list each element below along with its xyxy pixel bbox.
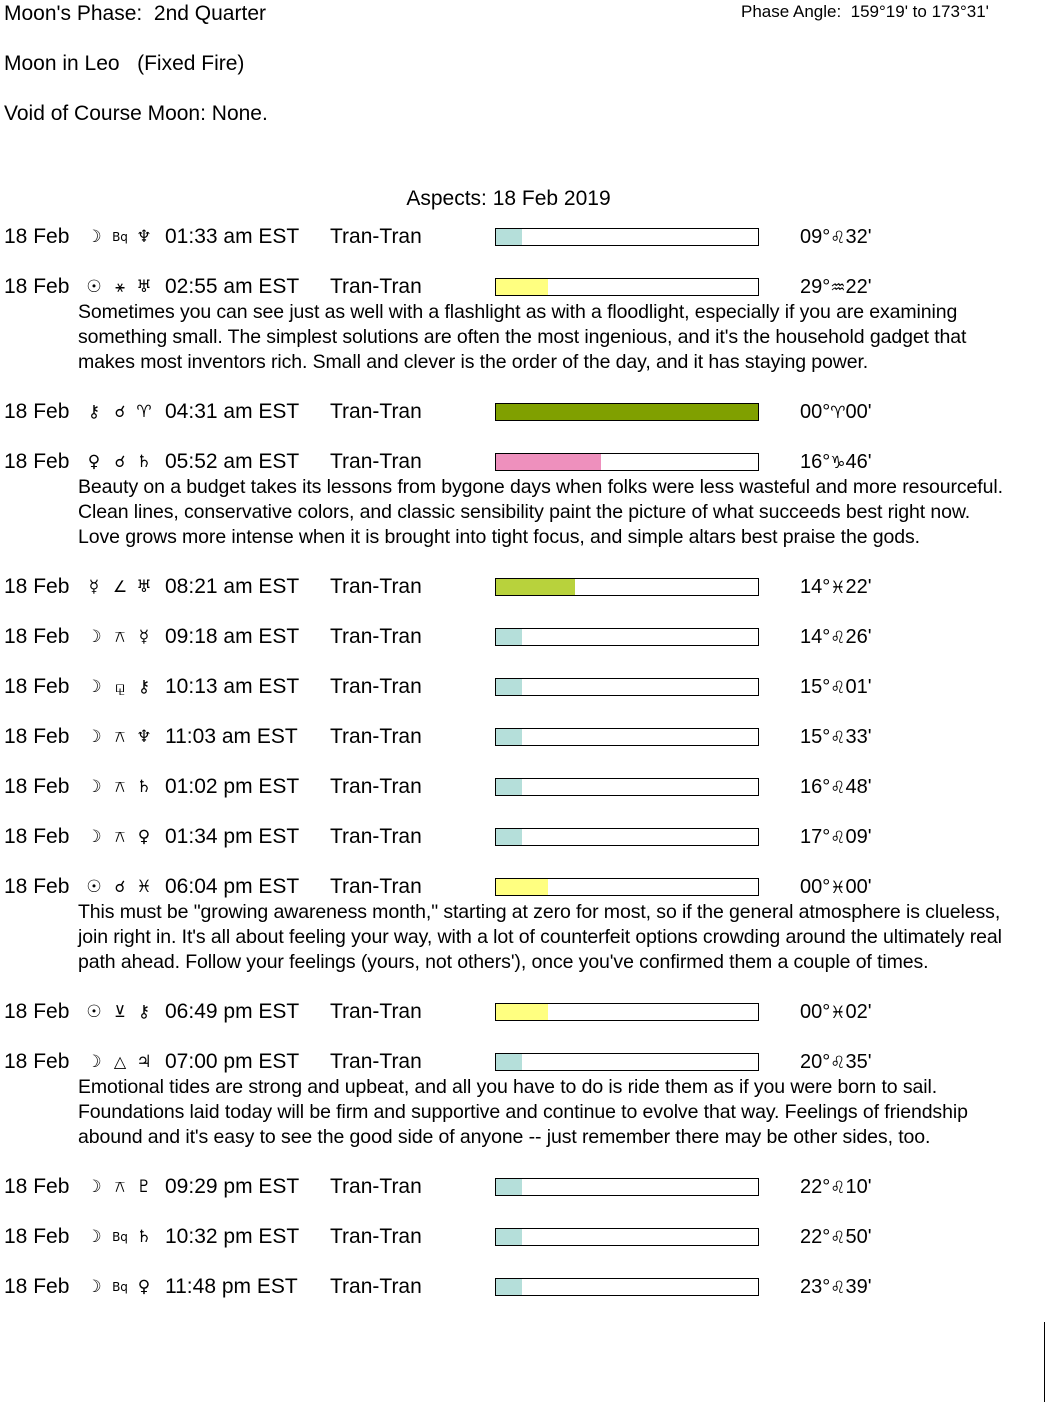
- pisces-icon: ♓: [830, 578, 846, 598]
- strength-bar-fill: [496, 279, 548, 295]
- aspect-entry: [0, 274, 1047, 399]
- position-minutes: 39': [845, 1276, 872, 1298]
- strength-bar: [495, 1053, 759, 1071]
- strength-bar: [495, 878, 759, 896]
- strength-bar-fill: [496, 1279, 522, 1295]
- aspect-type: Tran-Tran: [330, 725, 422, 748]
- entry-spacer: [0, 550, 1047, 574]
- strength-bar: [495, 1178, 759, 1196]
- leo-icon: ♌: [830, 228, 846, 248]
- entry-spacer: [0, 1200, 1047, 1224]
- aspect-time: 10:13 am EST: [165, 675, 300, 698]
- aspect-type: Tran-Tran: [330, 1175, 422, 1198]
- aspect-entry: [0, 824, 1047, 874]
- aspect-position: [800, 1174, 872, 1201]
- position-degrees: 15°: [800, 676, 831, 698]
- aspect-entry: [0, 1274, 1047, 1324]
- position-degrees: 00°: [800, 401, 831, 423]
- aspect-time: 05:52 am EST: [165, 450, 300, 473]
- aspect-type: Tran-Tran: [330, 625, 422, 648]
- uranus-icon: ♅: [136, 277, 152, 297]
- position-degrees: 00°: [800, 1001, 831, 1023]
- semisquare-icon: ∠: [112, 577, 128, 596]
- aspect-entry: [0, 724, 1047, 774]
- aspect-date: 18 Feb: [4, 1275, 70, 1298]
- aspect-entry: [0, 224, 1047, 274]
- aspect-type: Tran-Tran: [330, 275, 422, 298]
- position-minutes: 33': [845, 726, 872, 748]
- strength-bar-fill: [496, 879, 548, 895]
- position-minutes: 32': [845, 226, 872, 248]
- aspect-position: [800, 1274, 872, 1301]
- aspect-date: 18 Feb: [4, 400, 70, 423]
- position-minutes: 35': [845, 1051, 872, 1073]
- aspect-time: 01:02 pm EST: [165, 775, 300, 798]
- entry-spacer: [0, 1025, 1047, 1049]
- aspect-position: [800, 624, 872, 651]
- position-degrees: 22°: [800, 1226, 831, 1248]
- phase-angle-label: Phase Angle: 159°19' to 173°31': [741, 2, 989, 21]
- aspect-type: Tran-Tran: [330, 1275, 422, 1298]
- aspect-row: [0, 624, 1047, 650]
- aspect-type: Tran-Tran: [330, 675, 422, 698]
- aspect-row: [0, 724, 1047, 750]
- pisces-icon: ♓: [830, 1003, 846, 1023]
- aspect-date: 18 Feb: [4, 725, 70, 748]
- aspect-type: Tran-Tran: [330, 575, 422, 598]
- sun-icon: ☉: [86, 877, 102, 897]
- aspect-position: [800, 674, 872, 701]
- strength-bar: [495, 678, 759, 696]
- aspect-row: [0, 1274, 1047, 1300]
- position-degrees: 29°: [800, 276, 831, 298]
- venus-icon: ♀: [137, 1277, 151, 1297]
- aspect-row: [0, 999, 1047, 1025]
- strength-bar-fill: [496, 1054, 522, 1070]
- aspect-position: [800, 874, 872, 901]
- strength-bar-fill: [496, 229, 522, 245]
- pisces-icon: ♓: [830, 878, 846, 898]
- strength-bar: [495, 1228, 759, 1246]
- aspect-date: 18 Feb: [4, 1000, 70, 1023]
- position-degrees: 09°: [800, 226, 831, 248]
- jupiter-icon: ♃: [136, 1052, 152, 1072]
- entry-spacer: [0, 1150, 1047, 1174]
- aspect-row: [0, 1224, 1047, 1250]
- aspect-position: [800, 449, 872, 476]
- aspect-description: Emotional tides are strong and upbeat, and all you have to do is ride them as if you were born to sail. Foundations laid today will be firm and supportive and continue to evolve that way. Feelings of friendship abound and it's easy to see the good side of anyone -- just remember there may be other sides, too.: [78, 1076, 968, 1148]
- aspect-list: [0, 224, 1047, 1324]
- moon-icon: ☽: [86, 777, 102, 797]
- strength-bar: [495, 403, 759, 421]
- strength-bar-fill: [496, 1229, 522, 1245]
- void-of-course-label: Void of Course Moon: None.: [4, 102, 268, 125]
- aspect-row: [0, 824, 1047, 850]
- position-minutes: 26': [845, 626, 872, 648]
- aspect-type: Tran-Tran: [330, 1000, 422, 1023]
- chiron-icon: ⚷: [87, 402, 101, 422]
- aspect-time: 09:18 am EST: [165, 625, 300, 648]
- saturn-icon: ♄: [136, 1227, 152, 1247]
- entry-spacer: [0, 750, 1047, 774]
- aspect-type: Tran-Tran: [330, 1225, 422, 1248]
- page-edge-divider: [1044, 1322, 1045, 1402]
- aspect-time: 11:03 am EST: [165, 725, 298, 748]
- quincunx-icon: ⚻: [114, 827, 126, 846]
- position-degrees: 22°: [800, 1176, 831, 1198]
- strength-bar: [495, 453, 759, 471]
- aspect-type: Tran-Tran: [330, 775, 422, 798]
- strength-bar-fill: [496, 729, 522, 745]
- leo-icon: ♌: [830, 1053, 846, 1073]
- aspect-position: [800, 224, 872, 251]
- aspect-time: 04:31 am EST: [165, 400, 300, 423]
- moon-icon: ☽: [86, 727, 102, 747]
- position-degrees: 16°: [800, 776, 831, 798]
- neptune-icon: ♆: [136, 227, 152, 247]
- capricorn-icon: ♑: [830, 453, 846, 473]
- entry-spacer: [0, 850, 1047, 874]
- aspect-date: 18 Feb: [4, 1225, 70, 1248]
- strength-bar-fill: [496, 404, 758, 420]
- pisces-icon: ♓: [136, 877, 152, 897]
- moon-icon: ☽: [86, 677, 102, 697]
- entry-spacer: [0, 425, 1047, 449]
- aspect-date: 18 Feb: [4, 275, 70, 298]
- aspect-type: Tran-Tran: [330, 450, 422, 473]
- aspect-row: [0, 399, 1047, 425]
- quincunx-icon: ⚻: [114, 777, 126, 796]
- aspect-type: Tran-Tran: [330, 875, 422, 898]
- position-minutes: 02': [845, 1001, 872, 1023]
- leo-icon: ♌: [830, 828, 846, 848]
- moon-icon: ☽: [86, 227, 102, 247]
- moon-sign-label: Moon in Leo (Fixed Fire): [4, 52, 245, 75]
- chiron-icon: ⚷: [137, 677, 151, 697]
- aspect-time: 06:49 pm EST: [165, 1000, 300, 1023]
- venus-icon: ♀: [87, 452, 101, 472]
- aspect-time: 07:00 pm EST: [165, 1050, 300, 1073]
- sesquiquadrate-icon: ⚼: [114, 677, 126, 696]
- entry-spacer: [0, 1300, 1047, 1324]
- entry-spacer: [0, 800, 1047, 824]
- strength-bar: [495, 228, 759, 246]
- strength-bar-fill: [496, 629, 522, 645]
- venus-icon: ♀: [137, 827, 151, 847]
- position-degrees: 16°: [800, 451, 831, 473]
- aspect-date: 18 Feb: [4, 1050, 70, 1073]
- aspect-description: Sometimes you can see just as well with a flashlight as with a floodlight, especially if you are examining something small. The simplest solutions are often the most ingenious, and it's the household gadget that makes most inventors rich. Small and clever is the order of the day, and it has staying power.: [78, 301, 967, 373]
- position-minutes: 22': [845, 576, 872, 598]
- aspect-entry: [0, 449, 1047, 574]
- entry-spacer: [0, 600, 1047, 624]
- aspect-type: Tran-Tran: [330, 225, 422, 248]
- aspect-date: 18 Feb: [4, 875, 70, 898]
- aspect-time: 10:32 pm EST: [165, 1225, 300, 1248]
- position-degrees: 15°: [800, 726, 831, 748]
- aspect-date: 18 Feb: [4, 675, 70, 698]
- pluto-icon: ♇: [136, 1177, 152, 1197]
- entry-spacer: [0, 1250, 1047, 1274]
- position-degrees: 23°: [800, 1276, 831, 1298]
- aspect-date: 18 Feb: [4, 225, 70, 248]
- strength-bar-fill: [496, 454, 601, 470]
- aspect-date: 18 Feb: [4, 825, 70, 848]
- aspect-entry: [0, 574, 1047, 624]
- aspect-row: [0, 1049, 1047, 1075]
- strength-bar: [495, 1278, 759, 1296]
- position-minutes: 50': [845, 1226, 872, 1248]
- position-minutes: 00': [845, 401, 872, 423]
- moon-icon: ☽: [86, 1227, 102, 1247]
- conjunction-icon: ☌: [114, 402, 126, 421]
- leo-icon: ♌: [830, 628, 846, 648]
- entry-spacer: [0, 700, 1047, 724]
- aspect-type: Tran-Tran: [330, 825, 422, 848]
- aspect-description: This must be "growing awareness month," starting at zero for most, so if the general atmosphere is clueless, join right in. It's all about feeling your way, with a lot of counterfeit options crowding around the ultimately real path ahead. Follow your feelings (yours, not others'), once you've confirmed them a couple of times.: [78, 901, 1002, 973]
- chiron-icon: ⚷: [137, 1002, 151, 1022]
- aquarius-icon: ♒: [830, 278, 846, 298]
- entry-spacer: [0, 975, 1047, 999]
- entry-spacer: [0, 375, 1047, 399]
- aspect-type: Tran-Tran: [330, 1050, 422, 1073]
- aspect-entry: [0, 874, 1047, 999]
- entry-spacer: [0, 650, 1047, 674]
- sun-icon: ☉: [86, 1002, 102, 1022]
- aspect-row: [0, 874, 1047, 900]
- aspect-row: [0, 274, 1047, 300]
- entry-spacer: [0, 250, 1047, 274]
- aspect-position: [800, 774, 872, 801]
- strength-bar: [495, 578, 759, 596]
- position-minutes: 01': [845, 676, 872, 698]
- aspect-date: 18 Feb: [4, 575, 70, 598]
- aspect-type: Tran-Tran: [330, 400, 422, 423]
- strength-bar: [495, 828, 759, 846]
- aries-icon: ♈: [136, 402, 152, 422]
- aspect-date: 18 Feb: [4, 450, 70, 473]
- aspect-row: [0, 449, 1047, 475]
- aspect-row: [0, 224, 1047, 250]
- position-minutes: 00': [845, 876, 872, 898]
- biquintile-icon: Bq: [112, 1280, 128, 1294]
- moon-icon: ☽: [86, 827, 102, 847]
- aspect-position: [800, 274, 872, 301]
- aspect-time: 09:29 pm EST: [165, 1175, 300, 1198]
- saturn-icon: ♄: [136, 452, 152, 472]
- aspect-row: [0, 1174, 1047, 1200]
- position-minutes: 22': [845, 276, 872, 298]
- moon-phase-label: Moon's Phase: 2nd Quarter: [4, 2, 266, 25]
- aspect-entry: [0, 1174, 1047, 1224]
- moon-icon: ☽: [86, 1052, 102, 1072]
- aspect-position: [800, 399, 872, 426]
- leo-icon: ♌: [830, 728, 846, 748]
- position-minutes: 09': [845, 826, 872, 848]
- uranus-icon: ♅: [136, 577, 152, 597]
- aspect-time: 02:55 am EST: [165, 275, 300, 298]
- leo-icon: ♌: [830, 1278, 846, 1298]
- aspect-position: [800, 824, 872, 851]
- leo-icon: ♌: [830, 778, 846, 798]
- aries-icon: ♈: [830, 403, 846, 423]
- aspect-time: 08:21 am EST: [165, 575, 300, 598]
- quincunx-icon: ⚻: [114, 627, 126, 646]
- aspect-position: [800, 724, 872, 751]
- position-minutes: 48': [845, 776, 872, 798]
- trine-icon: △: [113, 1052, 127, 1071]
- leo-icon: ♌: [830, 678, 846, 698]
- moon-icon: ☽: [86, 627, 102, 647]
- aspect-row: [0, 674, 1047, 700]
- quincunx-icon: ⚻: [114, 1177, 126, 1196]
- biquintile-icon: Bq: [112, 230, 128, 244]
- position-degrees: 14°: [800, 626, 831, 648]
- strength-bar: [495, 778, 759, 796]
- strength-bar: [495, 278, 759, 296]
- aspect-position: [800, 999, 872, 1026]
- position-minutes: 46': [845, 451, 872, 473]
- position-degrees: 17°: [800, 826, 831, 848]
- leo-icon: ♌: [830, 1178, 846, 1198]
- aspect-entry: [0, 399, 1047, 449]
- aspect-entry: [0, 1049, 1047, 1174]
- aspect-row: [0, 574, 1047, 600]
- strength-bar-fill: [496, 1179, 522, 1195]
- strength-bar-fill: [496, 829, 522, 845]
- moon-icon: ☽: [86, 1177, 102, 1197]
- aspect-time: 01:34 pm EST: [165, 825, 300, 848]
- strength-bar-fill: [496, 679, 522, 695]
- aspect-row: [0, 774, 1047, 800]
- strength-bar-fill: [496, 779, 522, 795]
- aspect-entry: [0, 624, 1047, 674]
- mercury-icon: ☿: [88, 577, 100, 597]
- aspect-entry: [0, 999, 1047, 1049]
- aspect-date: 18 Feb: [4, 625, 70, 648]
- position-minutes: 10': [845, 1176, 872, 1198]
- neptune-icon: ♆: [136, 727, 152, 747]
- aspect-position: [800, 1224, 872, 1251]
- aspect-date: 18 Feb: [4, 1175, 70, 1198]
- aspects-heading: Aspects: 18 Feb 2019: [406, 187, 611, 210]
- saturn-icon: ♄: [136, 777, 152, 797]
- strength-bar: [495, 628, 759, 646]
- position-degrees: 20°: [800, 1051, 831, 1073]
- aspect-position: [800, 574, 872, 601]
- strength-bar: [495, 728, 759, 746]
- conjunction-icon: ☌: [114, 452, 126, 471]
- aspect-entry: [0, 774, 1047, 824]
- aspect-description: Beauty on a budget takes its lessons from bygone days when folks were less wasteful and more resourceful. Clean lines, conservative colors, and classic sensibility paint the picture of what succeeds best right now. Love grows more intense when it is brought into tight focus, and simple altars best praise the gods.: [78, 476, 1003, 548]
- aspect-time: 06:04 pm EST: [165, 875, 300, 898]
- quincunx-icon: ⚻: [114, 727, 126, 746]
- strength-bar-fill: [496, 1004, 548, 1020]
- moon-icon: ☽: [86, 1277, 102, 1297]
- aspect-time: 11:48 pm EST: [165, 1275, 298, 1298]
- aspect-date: 18 Feb: [4, 775, 70, 798]
- strength-bar: [495, 1003, 759, 1021]
- sun-icon: ☉: [86, 277, 102, 297]
- biquintile-icon: Bq: [112, 1230, 128, 1244]
- leo-icon: ♌: [830, 1228, 846, 1248]
- aspect-time: 01:33 am EST: [165, 225, 300, 248]
- aspect-entry: [0, 1224, 1047, 1274]
- sextile-icon: ⚹: [115, 277, 125, 296]
- aspect-position: [800, 1049, 872, 1076]
- position-degrees: 14°: [800, 576, 831, 598]
- mercury-icon: ☿: [138, 627, 150, 647]
- position-degrees: 00°: [800, 876, 831, 898]
- strength-bar-fill: [496, 579, 575, 595]
- semisextile-icon: ⊻: [114, 1002, 126, 1021]
- aspect-entry: [0, 674, 1047, 724]
- conjunction-icon: ☌: [114, 877, 126, 896]
